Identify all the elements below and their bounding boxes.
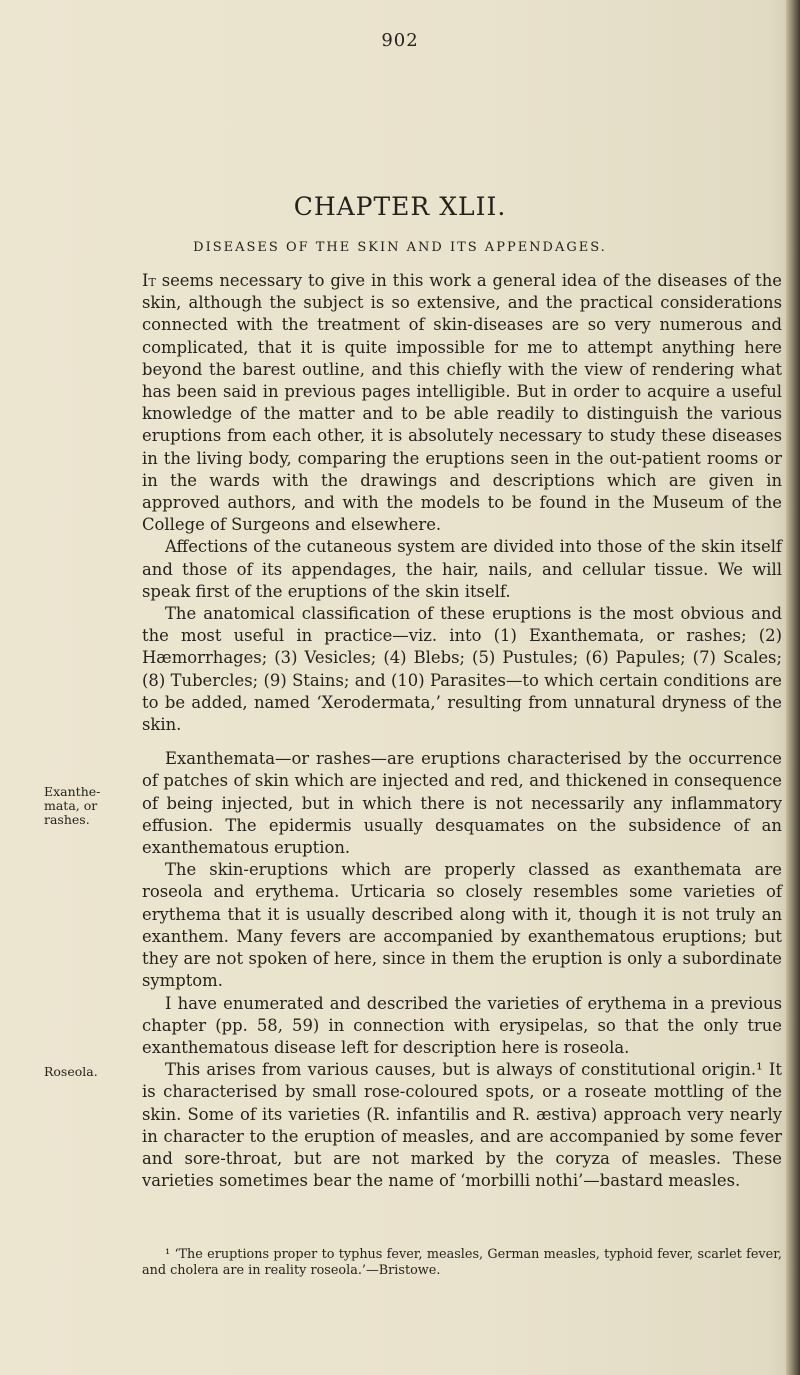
paragraph-classification: The anatomical classification of these eruptions is the most obvious and the most useful in practice—viz. into (1) Exanthemata, or rashes; (2) Hæmorrhages; (3) Vesicles; (4) Blebs; (5) Pustules; (6) Papules; (7) Scales; (8) Tubercles; (9) Stains; and (10) Parasites—to which certain conditions are to be added, named ‘Xerodermata,’ resulting from unnatural dryness of the skin. xyxy=(142,604,782,735)
body-text xyxy=(142,270,782,1192)
paragraph-intro xyxy=(142,270,782,536)
opening-word: It xyxy=(142,271,156,290)
paragraph-erythema: I have enumerated and described the varieties of erythema in a previous chapter (pp. 58, 59) in connection with erysipelas, so that the only true exanthematous disease left for description here is roseola. xyxy=(142,993,782,1057)
margin-note-exanthemata: Exanthe-mata, or rashes. xyxy=(44,784,101,827)
chapter-subtitle: DISEASES OF THE SKIN AND ITS APPENDAGES. xyxy=(193,240,607,255)
footnote: ¹ ‘The eruptions proper to typhus fever, measles, German measles, typhoid fever, scarlet fever, and cholera are in reality roseola.’—Bristowe. xyxy=(142,1247,782,1278)
paragraph-roseola: This arises from various causes, but is always of constitutional origin.¹ It is characterised by small rose-coloured spots, or a roseate mottling of the skin. Some of its varieties (R. infantilis and R. æstiva) approach very nearly in character to the eruption of measles, and are accompanied by some fever and sore-throat, but are not marked by the coryza of measles. These varieties sometimes bear the name of ‘morbilli nothi’—bastard measles. xyxy=(142,1060,782,1191)
paragraph-skin-eruptions: The skin-eruptions which are properly classed as exanthemata are roseola and erythema. Urticaria so closely resembles some varieties of erythema that it is usually described along with it, though it is not truly an exanthem. Many fevers are accompanied by exanthematous eruptions; but they are not spoken of here, since in them the eruption is only a subordinate symptom. xyxy=(142,860,782,991)
margin-note-roseola: Roseola. xyxy=(44,1064,98,1079)
section-gap xyxy=(142,736,782,748)
page-number: 902 xyxy=(381,30,419,51)
paragraph-intro-text: seems necessary to give in this work a general idea of the diseases of the skin, although the subject is so extensive, and the practical considerations connected with the treatment of skin-diseases are so very numerous and complicated, that it is quite impossible for me to attempt anything here beyond the barest outline, and this chiefly with the view of rendering what has been said in previous pages intelligible. But in order to acquire a useful knowledge of the matter and to be able readily to distinguish the various eruptions from each other, it is absolutely necessary to study these diseases in the living body, comparing the eruptions seen in the out-patient rooms or in the wards with the drawings and descriptions which are given in approved authors, and with the models to be found in the Museum of the College of Surgeons and elsewhere. xyxy=(142,271,782,535)
paragraph-exanthemata: Exanthemata—or rashes—are eruptions characterised by the occurrence of patches of skin which are injected and red, and thickened in consequence of being injected, but in which there is not necessarily any inflammatory effusion. The epidermis usually desquamates on the subsidence of an exanthematous eruption. xyxy=(142,749,782,858)
chapter-title: CHAPTER XLII. xyxy=(293,192,507,221)
paragraph-affections: Affections of the cutaneous system are divided into those of the skin itself and those of its appendages, the hair, nails, and cellular tissue. We will speak first of the eruptions of the skin itself. xyxy=(142,537,782,601)
